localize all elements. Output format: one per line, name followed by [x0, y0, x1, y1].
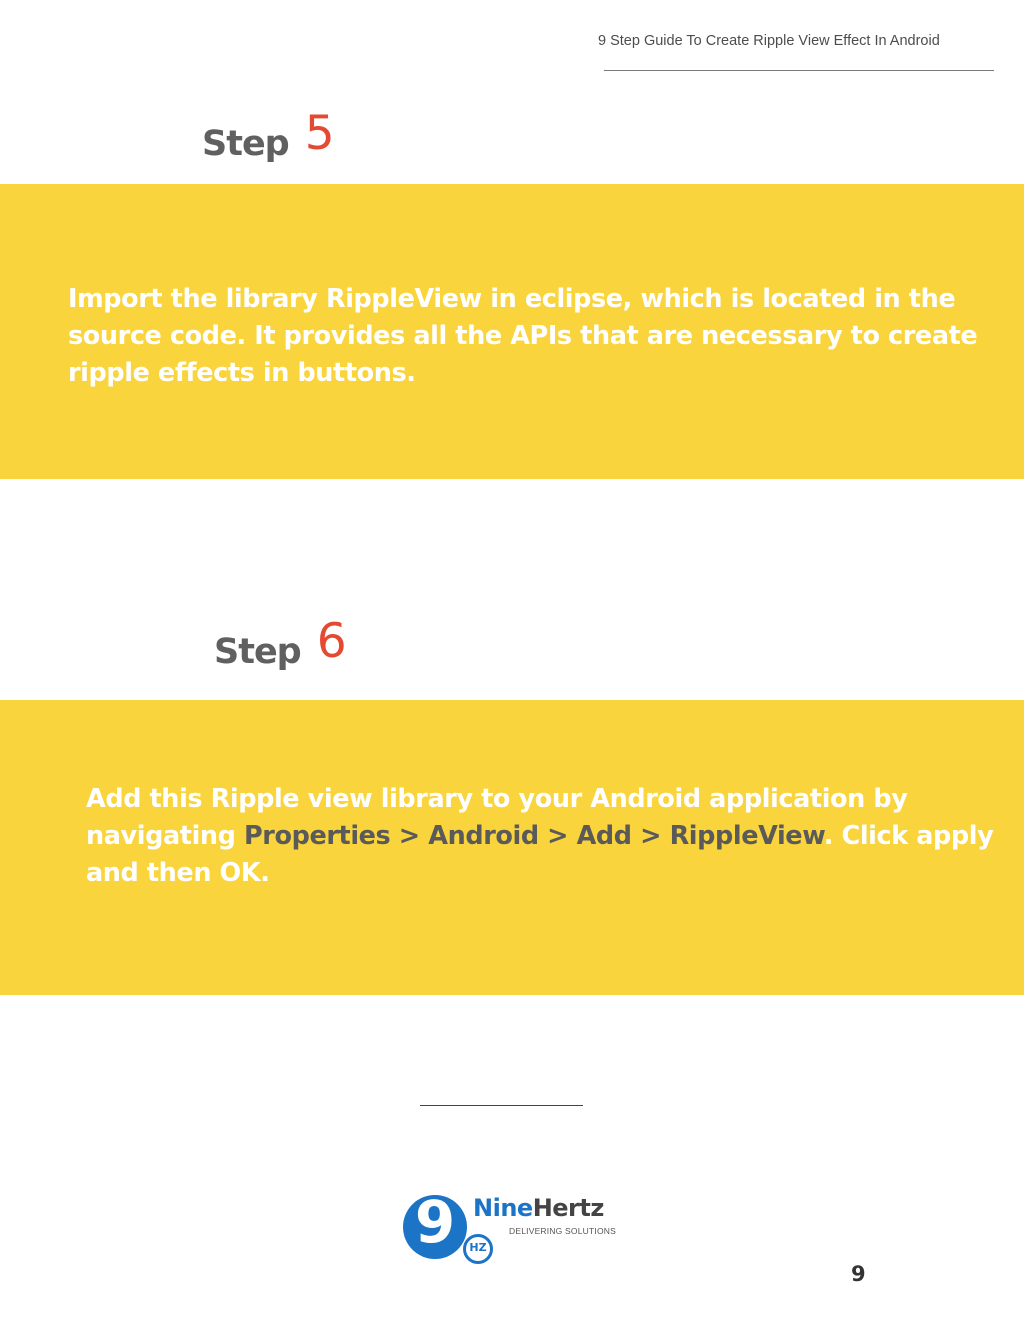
step-6-panel — [0, 700, 1024, 995]
step-6-text — [86, 781, 1006, 892]
step-5-heading — [202, 106, 335, 167]
ninehertz-logo — [401, 1188, 626, 1266]
footer-divider — [420, 1105, 583, 1106]
logo-wordmark — [473, 1194, 604, 1222]
step-number: 5 — [304, 106, 335, 161]
logo-tagline: DELIVERING SOLUTIONS — [509, 1226, 616, 1236]
step-5-panel — [0, 184, 1024, 479]
logo-wordmark-part2: Hertz — [532, 1194, 604, 1222]
page-number: 9 — [851, 1262, 866, 1286]
header-divider — [604, 70, 994, 71]
step-5-text: Import the library RippleView in eclipse, which is located in the source code. It provides all the APIs that are necessary to create ripple effects in buttons. — [68, 284, 978, 388]
step-number: 6 — [316, 614, 347, 669]
step-6-text-end: . Click apply and then OK. — [86, 821, 994, 888]
logo-wordmark-part1: Nine — [473, 1194, 533, 1222]
step-6-text-start: Add this Ripple view library to your Android application by navigating — [86, 784, 908, 851]
menu-navigation-path: Properties > Android > Add > RippleView — [244, 821, 824, 851]
logo-badge-text: HZ — [469, 1241, 487, 1254]
step-label: Step — [214, 632, 301, 672]
document-header-title: 9 Step Guide To Create Ripple View Effect In Android — [598, 33, 940, 49]
logo-mark: 9 — [414, 1188, 456, 1256]
step-6-heading — [214, 614, 347, 675]
step-label: Step — [202, 124, 289, 164]
